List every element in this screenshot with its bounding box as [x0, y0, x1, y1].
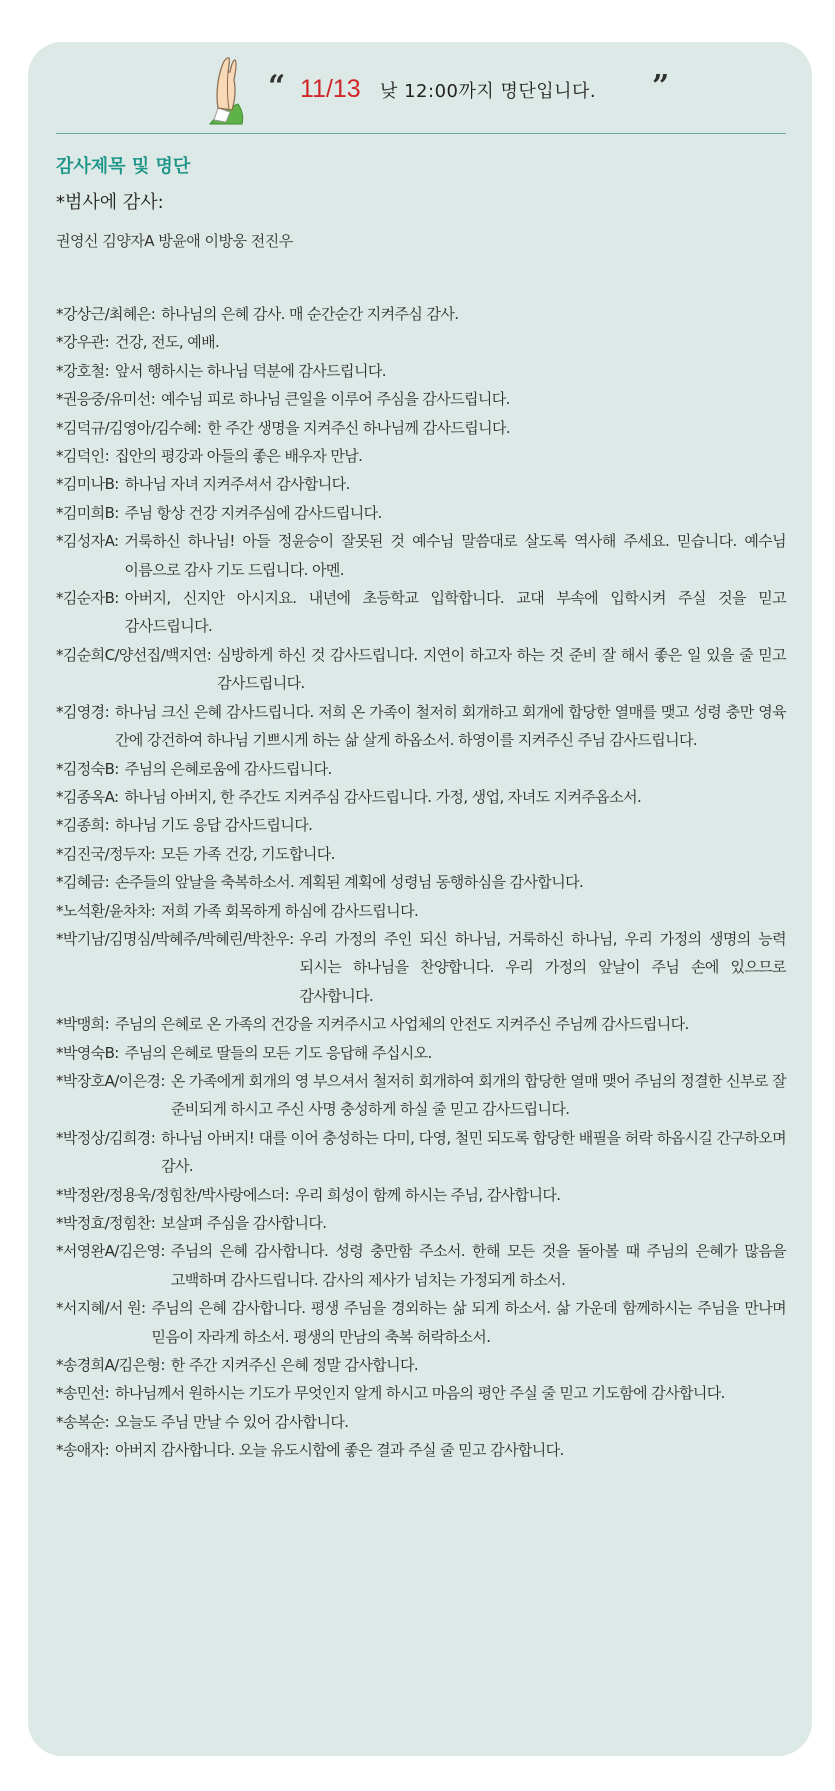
entry-text: 건강, 전도, 예배.	[115, 333, 220, 352]
entry-name: *송민선:	[56, 1384, 110, 1403]
close-quote: ”	[652, 69, 670, 104]
entry-text: 하나님 크신 은혜 감사드립니다. 저희 온 가족이 철저히 회개하고 회개에 합당한 열매를 맺고 성령 충만 영육 간에 강건하여 하나님 기쁘시게 하는 삶 살게 하옵소서. 하영이를 지켜주신 주님 감사드립니다.	[115, 702, 786, 750]
entry-name: *김미나B:	[56, 475, 119, 494]
prayer-entries-list	[56, 300, 786, 1465]
entry-name: *서지혜/서 원:	[56, 1299, 146, 1318]
list-item	[56, 1351, 786, 1379]
entry-text: 한 주간 지켜주신 은혜 정말 감사합니다.	[170, 1356, 419, 1375]
entry-text: 거룩하신 하나님! 아들 정윤승이 잘못된 것 예수님 말씀대로 살도록 역사해 주세요. 믿습니다. 예수님 이름으로 감사 기도 드립니다. 아멘.	[124, 532, 786, 579]
entry-name: *김정숙B:	[56, 759, 119, 778]
list-item	[56, 1039, 786, 1067]
entry-text: 집안의 평강과 아들의 좋은 배우자 만남.	[115, 447, 363, 466]
entry-text: 하나님 자녀 지켜주셔서 감사합니다.	[124, 475, 350, 494]
entry-text: 주님의 은혜 감사합니다. 성령 충만함 주소서. 한해 모든 것을 돌아볼 때 주님의 은혜가 많음을 고백하며 감사드립니다. 감사의 제사가 넘치는 가정되게 하소서.	[170, 1242, 786, 1289]
entry-name: *권응중/유미선:	[56, 390, 156, 409]
entry-text: 오늘도 주님 만날 수 있어 감사합니다.	[115, 1412, 349, 1431]
header-date: 11/13	[300, 75, 361, 103]
list-item	[56, 1237, 786, 1294]
entry-name: *강상근/최혜은:	[56, 305, 156, 323]
entry-text: 하나님의 은혜 감사. 매 순간순간 지켜주심 감사.	[161, 305, 459, 323]
entry-text: 주님의 은혜로 딸들의 모든 기도 응답해 주십시오.	[124, 1043, 432, 1062]
list-item	[56, 1124, 786, 1181]
entry-text: 앞서 행하시는 하나님 덕분에 감사드립니다.	[115, 361, 386, 380]
list-item	[56, 698, 786, 755]
list-item	[56, 755, 786, 783]
entry-name: *김영경:	[56, 702, 110, 721]
list-item	[56, 783, 786, 811]
entry-text: 우리 가정의 주인 되신 하나님, 거룩하신 하나님, 우리 가정의 생명의 능력 되시는 하나님을 찬양합니다. 우리 가정의 앞날이 주님 손에 있으므로 감사합니다.	[299, 929, 786, 1005]
entry-text: 아버지 감사합니다. 오늘 유도시합에 좋은 결과 주실 줄 믿고 감사합니다.	[115, 1441, 564, 1460]
entry-text: 한 주간 생명을 지켜주신 하나님께 감사드립니다.	[207, 418, 511, 437]
entry-text: 주님의 은혜 감사합니다. 평생 주님을 경외하는 삶 되게 하소서. 삶 가운데 함께하시는 주님을 만나며 믿음이 자라게 하소서. 평생의 만남의 축복 허락하소서.	[151, 1299, 786, 1346]
entry-text: 하나님 아버지! 대를 이어 충성하는 다미, 다영, 철민 되도록 합당한 배필을 허락 하옵시길 간구하오며 감사.	[161, 1128, 786, 1176]
entry-text: 주님의 은혜로 온 가족의 건강을 지켜주시고 사업체의 안전도 지켜주신 주님께 감사드립니다.	[115, 1015, 689, 1034]
list-item	[56, 1010, 786, 1038]
entry-text: 주님의 은혜로움에 감사드립니다.	[124, 759, 332, 778]
list-item	[56, 1294, 786, 1351]
list-item	[56, 811, 786, 839]
entry-name: *송복순:	[56, 1412, 110, 1431]
list-item	[56, 328, 786, 356]
list-item	[56, 840, 786, 868]
list-item	[56, 1436, 786, 1464]
entry-name: *김종희:	[56, 816, 110, 835]
entry-text: 예수님 피로 하나님 큰일을 이루어 주심을 감사드립니다.	[161, 390, 510, 409]
list-item	[56, 300, 786, 328]
section-title: 감사제목 및 명단	[56, 156, 191, 177]
entry-text: 저희 가족 회목하게 하심에 감사드립니다.	[161, 901, 419, 920]
entry-text: 심방하게 하신 것 감사드립니다. 지연이 하고자 하는 것 준비 잘 해서 좋은 일 있을 줄 믿고 감사드립니다.	[217, 645, 786, 693]
entry-name: *김순자B:	[56, 589, 119, 608]
entry-name: *김미희B:	[56, 503, 119, 522]
list-item	[56, 499, 786, 527]
entry-text: 하나님께서 원하시는 기도가 무엇인지 알게 하시고 마음의 평안 주실 줄 믿고 기도함에 감사합니다.	[115, 1384, 725, 1403]
entry-name: *박기남/김명심/박혜주/박혜린/박찬우:	[56, 929, 294, 948]
list-item	[56, 442, 786, 470]
entry-name: *김혜금:	[56, 873, 110, 892]
entry-name: *강우관:	[56, 333, 110, 352]
entry-text: 손주들의 앞날을 축복하소서. 계획된 계획에 성령님 동행하심을 감사합니다.	[115, 873, 584, 892]
list-item	[56, 385, 786, 413]
entry-name: *박정완/정용욱/정힘찬/박사랑에스더:	[56, 1185, 290, 1204]
name-list: 권영신 김양자A 방윤애 이방웅 전진우	[56, 232, 293, 250]
entry-text: 모든 가족 건강, 기도합니다.	[161, 844, 335, 863]
list-item	[56, 1181, 786, 1209]
entry-name: *박맹희:	[56, 1015, 110, 1034]
list-item	[56, 897, 786, 925]
entry-name: *박장호A/이은경:	[56, 1071, 165, 1090]
list-item	[56, 1408, 786, 1436]
entry-name: *김종옥A:	[56, 787, 119, 806]
list-item	[56, 1379, 786, 1407]
entry-name: *김순희C/양선집/백지연:	[56, 645, 212, 664]
entry-name: *송애자:	[56, 1441, 110, 1460]
entry-name: *송경희A/김은형:	[56, 1356, 165, 1375]
entry-name: *강호철:	[56, 361, 110, 380]
entry-text: 하나님 기도 응답 감사드립니다.	[115, 816, 313, 835]
prayer-list-card	[28, 42, 812, 1756]
entry-text: 우리 희성이 함께 하시는 주님, 감사합니다.	[295, 1185, 561, 1204]
entry-name: *노석환/윤차차:	[56, 901, 156, 920]
section-subtitle: *범사에 감사:	[56, 192, 164, 213]
entry-name: *김덕인:	[56, 447, 110, 466]
list-item	[56, 470, 786, 498]
list-item	[56, 1067, 786, 1124]
list-item	[56, 925, 786, 1010]
entry-name: *박정상/김희경:	[56, 1128, 156, 1147]
list-item	[56, 641, 786, 698]
entry-text: 아버지, 신지안 아시지요. 내년에 초등학교 입학합니다. 교대 부속에 입학시켜 주실 것을 믿고 감사드립니다.	[124, 589, 786, 636]
entry-name: *김성자A:	[56, 532, 119, 551]
list-item	[56, 584, 786, 641]
list-item	[56, 868, 786, 896]
open-quote: “	[268, 69, 286, 104]
entry-text: 하나님 아버지, 한 주간도 지켜주심 감사드립니다. 가정, 생업, 자녀도 지켜주옵소서.	[124, 787, 642, 806]
entry-name: *서영완A/김은영:	[56, 1242, 165, 1261]
entry-name: *김진국/정두자:	[56, 844, 156, 863]
header-title: 낮 12:00까지 명단입니다.	[380, 81, 597, 102]
entry-text: 주님 항상 건강 지켜주심에 감사드립니다.	[124, 503, 382, 522]
entry-name: *박정효/정힘찬:	[56, 1214, 156, 1232]
entry-text: 보살펴 주심을 감사합니다.	[161, 1214, 327, 1232]
list-item	[56, 414, 786, 442]
header-divider	[56, 133, 786, 134]
list-item	[56, 357, 786, 385]
entry-name: *김덕규/김영아/김수혜:	[56, 418, 202, 437]
list-item	[56, 1209, 786, 1237]
praying-hands-icon	[204, 50, 252, 130]
list-item	[56, 527, 786, 584]
header	[28, 42, 812, 132]
entry-name: *박영숙B:	[56, 1043, 119, 1062]
entry-text: 온 가족에게 회개의 영 부으셔서 철저히 회개하여 회개의 합당한 열매 맺어 주님의 정결한 신부로 잘 준비되게 하시고 주신 사명 충성하게 하실 줄 믿고 감사드립니다.	[170, 1071, 786, 1119]
